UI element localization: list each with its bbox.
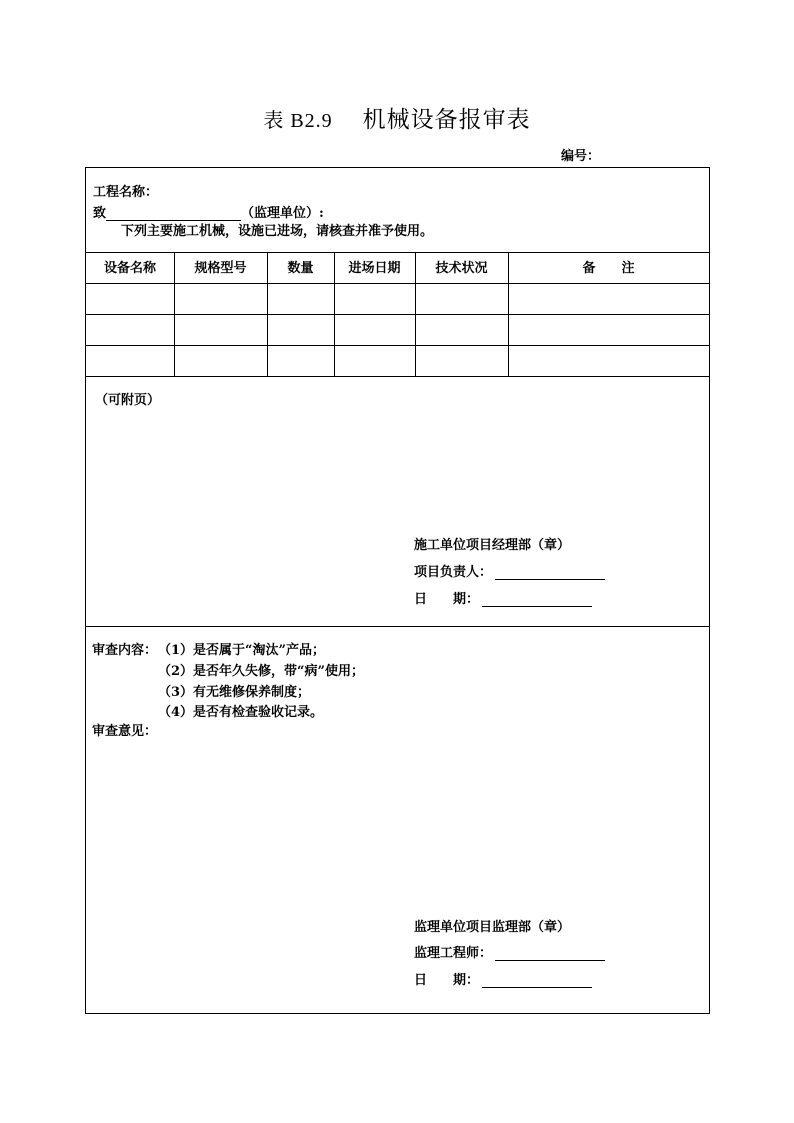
table-top-rule <box>86 252 709 253</box>
column-header-remarks: 备 注 <box>582 261 635 276</box>
supervisor-date-blank[interactable] <box>482 973 592 988</box>
supervising-engineer-label: 监理工程师： <box>414 946 493 961</box>
intro-text: 下列主要施工机械，设施已进场，请核查并准予使用。 <box>121 224 434 239</box>
addressee-line <box>93 202 324 221</box>
review-item: （3）有无维修保养制度； <box>158 685 311 700</box>
form-code: 表 B2.9 <box>263 110 333 132</box>
table-cell[interactable] <box>174 315 267 345</box>
supervising-engineer-line <box>414 942 605 961</box>
to-label: 致 <box>93 206 107 221</box>
table-cell[interactable] <box>174 346 267 376</box>
form-name: 机械设备报审表 <box>362 107 531 133</box>
form-frame <box>85 167 710 1014</box>
table-cell[interactable] <box>267 315 334 345</box>
section-divider <box>86 626 709 627</box>
table-cell[interactable] <box>86 284 174 314</box>
table-bottom-rule <box>86 376 709 377</box>
column-header-technical-status: 技术状况 <box>435 261 488 276</box>
table-cell[interactable] <box>508 346 709 376</box>
project-name-label: 工程名称： <box>93 185 159 200</box>
table-cell[interactable] <box>334 315 415 345</box>
addressee-blank[interactable] <box>106 206 241 221</box>
serial-number-label: 编号： <box>561 149 601 164</box>
contractor-date-line <box>414 588 592 607</box>
table-cell[interactable] <box>415 315 508 345</box>
table-cell[interactable] <box>415 284 508 314</box>
table-cell[interactable] <box>508 315 709 345</box>
table-cell[interactable] <box>267 284 334 314</box>
table-cell[interactable] <box>86 315 174 345</box>
supervisor-unit-label: （监理单位）: <box>241 206 324 221</box>
supervising-engineer-blank[interactable] <box>495 946 605 961</box>
contractor-dept-label: 施工单位项目经理部（章） <box>414 538 571 553</box>
contractor-date-blank[interactable] <box>482 592 592 607</box>
table-cell[interactable] <box>334 284 415 314</box>
review-item: （4）是否有检查验收记录。 <box>158 705 324 720</box>
table-cell[interactable] <box>415 346 508 376</box>
contractor-date-label: 日 期： <box>414 592 480 607</box>
table-cell[interactable] <box>334 346 415 376</box>
column-header-entry-date: 进场日期 <box>348 261 401 276</box>
column-header-model: 规格型号 <box>194 261 247 276</box>
table-cell[interactable] <box>86 346 174 376</box>
supervisor-dept-label: 监理单位项目监理部（章） <box>414 920 571 935</box>
column-header-equipment-name: 设备名称 <box>103 261 156 276</box>
project-leader-label: 项目负责人： <box>414 565 493 580</box>
column-header-quantity: 数量 <box>287 261 314 276</box>
review-item: （1）是否属于“淘汰”产品； <box>158 643 326 658</box>
table-cell[interactable] <box>267 346 334 376</box>
table-cell[interactable] <box>174 284 267 314</box>
attachment-note: （可附页） <box>95 393 161 408</box>
review-item: （2）是否年久失修，带“病”使用； <box>158 664 365 679</box>
project-leader-line <box>414 561 605 580</box>
supervisor-date-label: 日 期： <box>414 973 480 988</box>
table-cell[interactable] <box>508 284 709 314</box>
document-title <box>0 101 794 134</box>
review-content-label: 审查内容： <box>92 643 158 658</box>
project-leader-blank[interactable] <box>495 565 605 580</box>
review-opinion-label: 审查意见： <box>92 724 158 739</box>
supervisor-date-line <box>414 969 592 988</box>
